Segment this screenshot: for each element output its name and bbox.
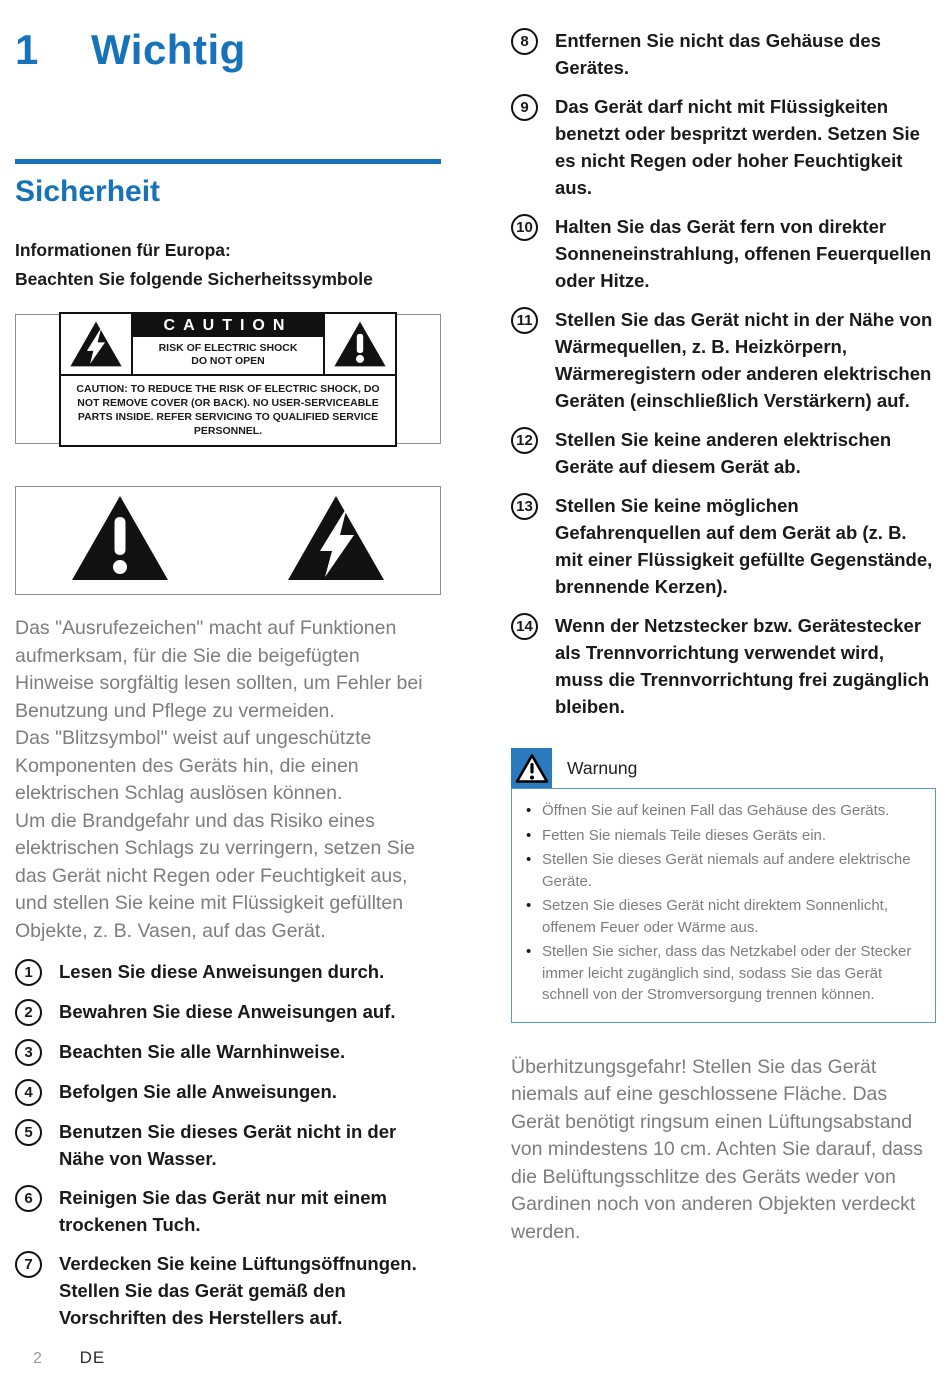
instruction-number-circle: 8	[511, 28, 538, 55]
instruction-item	[15, 1250, 441, 1331]
warning-bullet-item: • Setzen Sie dieses Gerät nicht direktem Sonnenlicht, offenem Feuer oder Wärme aus.	[518, 895, 923, 938]
instruction-text: Halten Sie das Gerät fern von direkter Sonneneinstrahlung, offenen Feuerquellen oder Hitze.	[555, 216, 932, 291]
instruction-number-circle: 9	[511, 94, 538, 121]
caution-label-center	[131, 314, 325, 374]
page-footer	[33, 1348, 105, 1368]
instruction-item	[15, 1038, 441, 1066]
instruction-item	[511, 426, 936, 480]
instruction-text: Stellen Sie das Gerät nicht in der Nähe von Wärmequellen, z. B. Heizkörpern, Wärmeregistern oder anderen elektrischen Geräten (einschließlich Verstärkern) auf.	[555, 309, 933, 411]
body-paragraph: Um die Brandgefahr und das Risiko eines elektrischen Schlags zu verringern, setzen Sie das Gerät nicht Regen oder Feuchtigkeit aus, und stellen Sie keine mit Flüssigkeit gefüllten Objekte, z. B. Vasen, auf das Gerät.	[15, 809, 415, 942]
lightning-triangle-icon	[284, 493, 388, 588]
instruction-number-circle: 12	[511, 427, 538, 454]
footer-language-code: DE	[79, 1348, 106, 1367]
instruction-item	[15, 958, 441, 986]
warning-box	[511, 748, 936, 1023]
overheating-paragraph: Überhitzungsgefahr! Stellen Sie das Gerät niemals auf eine geschlossene Fläche. Das Gerät benötigt ringsum einen Lüftungsabstand von mindestens 10 cm. Achten Sie darauf, dass die Belüftungsschlitze des Geräts weder von Gardinen noch von anderen Objekten verdeckt werden.	[511, 1055, 923, 1243]
caution-bottom-text: CAUTION: TO REDUCE THE RISK OF ELECTRIC SHOCK, DO NOT REMOVE COVER (OR BACK). NO USER-SERVICEABLE PARTS INSIDE. REFER SERVICING TO QUALIFIED SERVICE PERSONNEL.	[76, 382, 380, 437]
instruction-text: Entfernen Sie nicht das Gehäuse des Gerätes.	[555, 30, 881, 78]
intro-line-2: Beachten Sie folgende Sicherheitssymbole	[15, 269, 373, 289]
instruction-number-circle: 6	[15, 1185, 42, 1212]
instruction-text: Das Gerät darf nicht mit Flüssigkeiten benetzt oder bespritzt werden. Setzen Sie es nicht Regen oder hoher Feuchtigkeit aus.	[555, 96, 920, 198]
instruction-text: Reinigen Sie das Gerät nur mit einem trockenen Tuch.	[59, 1187, 387, 1235]
chapter-number: 1	[15, 26, 39, 73]
instruction-item	[511, 27, 936, 81]
caution-subtitle-line-1: RISK OF ELECTRIC SHOCK	[158, 342, 298, 354]
instruction-item	[15, 1184, 441, 1238]
section-divider-rule	[15, 159, 441, 164]
instruction-text: Benutzen Sie dieses Gerät nicht in der Nähe von Wasser.	[59, 1121, 397, 1169]
caution-label	[59, 312, 397, 447]
instruction-item	[511, 213, 936, 294]
instruction-number-circle: 4	[15, 1079, 42, 1106]
instruction-number-circle: 2	[15, 999, 42, 1026]
safety-symbols-figure	[15, 486, 441, 595]
warning-title: Warnung	[567, 757, 638, 778]
instruction-text: Stellen Sie keine möglichen Gefahrenquellen auf dem Gerät ab (z. B. mit einer Flüssigkeit gefüllte Gegenstände, brennende Kerzen).	[555, 495, 933, 597]
intro-text	[15, 236, 441, 294]
caution-label-top-row	[61, 314, 395, 376]
chapter-title-text: Wichtig	[91, 26, 246, 73]
caution-subtitle	[133, 337, 323, 374]
instruction-number-circle: 5	[15, 1119, 42, 1146]
instruction-text: Beachten Sie alle Warnhinweise.	[59, 1041, 346, 1062]
caution-subtitle-line-2: DO NOT OPEN	[191, 355, 265, 367]
warning-bullet-item: • Stellen Sie sicher, dass das Netzkabel oder der Stecker immer leicht zugänglich sind, sodass Sie das Gerät schnell von der Stromversorgung trennen können.	[518, 941, 923, 1006]
instruction-number-circle: 14	[511, 613, 538, 640]
instruction-item	[511, 93, 936, 201]
instruction-text: Wenn der Netzstecker bzw. Gerätestecker als Trennvorrichtung verwendet wird, muss die Trennvorrichtung frei zugänglich bleiben.	[555, 615, 930, 717]
footer-page-number: 2	[33, 1350, 42, 1367]
instruction-text: Bewahren Sie diese Anweisungen auf.	[59, 1001, 396, 1022]
caution-title-bar: CAUTION	[133, 314, 323, 337]
warning-bullet-item: • Fetten Sie niemals Teile dieses Geräts ein.	[518, 825, 923, 847]
instruction-item	[15, 1078, 441, 1106]
warning-body	[511, 788, 936, 1023]
body-paragraph: Das "Blitzsymbol" weist auf ungeschützte Komponenten des Geräts hin, die einen elektrischen Schlag auslösen können.	[15, 727, 372, 804]
warning-bullet-item: • Öffnen Sie auf keinen Fall das Gehäuse des Geräts.	[518, 800, 923, 822]
instruction-number-circle: 10	[511, 214, 538, 241]
lightning-triangle-icon	[61, 314, 131, 374]
chapter-title	[15, 0, 441, 75]
instruction-number-circle: 3	[15, 1039, 42, 1066]
body-paragraph: Das "Ausrufezeichen" macht auf Funktionen aufmerksam, für die Sie die beigefügten Hinweise sorgfältig lesen sollten, um Fehler bei Benutzung und Pflege zu vermeiden.	[15, 617, 423, 722]
instruction-item	[15, 1118, 441, 1172]
instructions-list-left	[15, 958, 441, 1331]
instruction-number-circle: 7	[15, 1251, 42, 1278]
instruction-text: Stellen Sie keine anderen elektrischen Geräte auf diesem Gerät ab.	[555, 429, 892, 477]
exclamation-triangle-icon	[68, 493, 172, 588]
instruction-text: Lesen Sie diese Anweisungen durch.	[59, 961, 385, 982]
section-title: Sicherheit	[15, 175, 161, 208]
intro-line-1: Informationen für Europa:	[15, 240, 231, 260]
caution-label-figure	[15, 314, 441, 444]
instruction-number-circle: 11	[511, 307, 538, 334]
left-column	[15, 0, 441, 1343]
instruction-item	[511, 612, 936, 720]
instruction-item	[511, 492, 936, 600]
instruction-text: Verdecken Sie keine Lüftungsöffnungen. Stellen Sie das Gerät gemäß den Vorschriften des Herstellers auf.	[59, 1253, 417, 1328]
symbol-explanation-text	[15, 615, 441, 945]
exclamation-triangle-icon	[325, 314, 395, 374]
instructions-list-right	[511, 27, 936, 720]
instruction-item	[15, 998, 441, 1026]
warning-header	[511, 748, 936, 788]
instruction-text: Befolgen Sie alle Anweisungen.	[59, 1081, 337, 1102]
instruction-item	[511, 306, 936, 414]
instruction-number-circle: 13	[511, 493, 538, 520]
warning-bullet-list	[518, 800, 923, 1006]
instruction-number-circle: 1	[15, 959, 42, 986]
warning-bullet-item: • Stellen Sie dieses Gerät niemals auf andere elektrische Geräte.	[518, 849, 923, 892]
right-column	[511, 0, 936, 1246]
warning-triangle-icon	[511, 748, 552, 788]
